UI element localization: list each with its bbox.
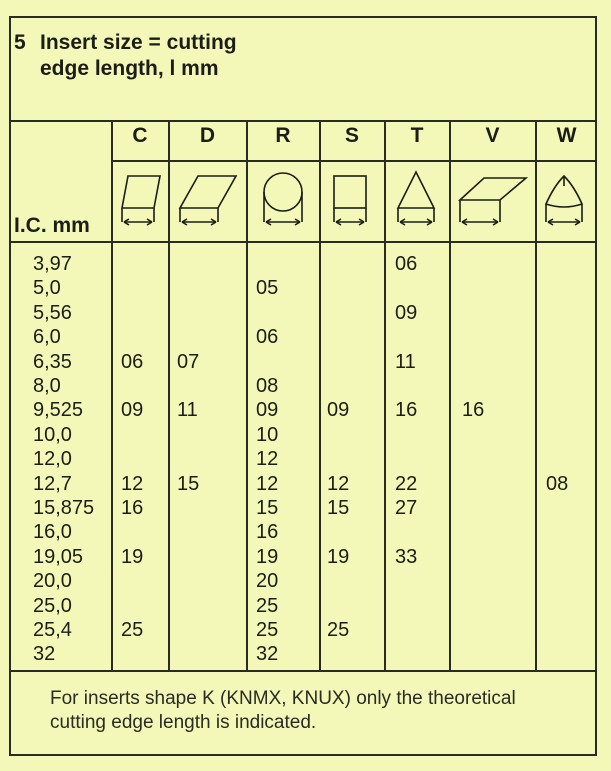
ic-value: 25,0 — [33, 594, 72, 617]
cell-r: 12 — [256, 448, 279, 471]
cell-r: 15 — [256, 497, 279, 519]
table-row — [0, 472, 611, 496]
cell-t: 09 — [395, 301, 418, 324]
column-header-v: V — [485, 124, 500, 147]
table-row — [0, 398, 611, 422]
cell-c: 19 — [121, 545, 144, 568]
table-row — [0, 496, 611, 520]
cell-c: 09 — [121, 399, 144, 422]
cell-t: 33 — [395, 545, 418, 568]
column-header-s: S — [344, 124, 359, 147]
triangular-insert-icon — [390, 164, 446, 236]
table-row — [0, 350, 611, 374]
cell-s: 15 — [327, 497, 350, 519]
cell-r: 06 — [256, 326, 279, 349]
cell-c: 16 — [121, 497, 144, 519]
cell-c: 12 — [121, 472, 144, 495]
cell-t: 06 — [395, 253, 418, 275]
ic-value: 12,7 — [33, 472, 72, 495]
title-line-1: Insert size = cutting — [40, 31, 237, 54]
cell-d: 11 — [177, 399, 198, 422]
rhombic-35-insert-icon — [454, 164, 532, 236]
ic-value: 6,35 — [33, 350, 72, 373]
title-line-2: edge length, l mm — [40, 57, 219, 80]
ic-value: 19,05 — [33, 545, 84, 568]
table-title — [14, 30, 237, 82]
header-bottom-divider — [10, 241, 597, 243]
ic-value: 10,0 — [33, 423, 72, 446]
cell-r: 32 — [256, 643, 279, 666]
cell-r: 25 — [256, 619, 279, 641]
cell-r: 08 — [256, 375, 279, 397]
cell-s: 19 — [327, 545, 350, 568]
cell-d: 07 — [177, 350, 200, 373]
cell-d: 15 — [177, 472, 200, 495]
cell-c: 06 — [121, 350, 144, 373]
table-row — [0, 642, 611, 666]
footnote: For inserts shape K (KNMX, KNUX) only the theoretical cutting edge length is indicated. — [50, 688, 516, 733]
ic-value: 25,4 — [33, 619, 72, 641]
cell-t: 11 — [395, 350, 416, 373]
column-header-t: T — [410, 124, 424, 147]
cell-r: 10 — [256, 423, 279, 446]
rhombic-55-insert-icon — [172, 164, 242, 236]
table-row — [0, 520, 611, 544]
cell-v: 16 — [462, 399, 485, 422]
cell-r: 19 — [256, 545, 279, 568]
ic-value: 5,56 — [33, 301, 72, 324]
ic-value: 9,525 — [33, 399, 84, 422]
ic-value: 6,0 — [33, 326, 61, 349]
cell-s: 25 — [327, 619, 350, 641]
ic-value: 5,0 — [33, 277, 61, 300]
section-number: 5 — [14, 31, 26, 54]
round-insert-icon — [252, 164, 314, 236]
cell-t: 27 — [395, 497, 418, 519]
rhombic-80-insert-icon — [114, 164, 166, 236]
table-row — [0, 545, 611, 569]
ic-value: 20,0 — [33, 570, 72, 593]
table-row — [0, 594, 611, 618]
table-row — [0, 276, 611, 300]
ic-value: 15,875 — [33, 497, 95, 519]
table-row — [0, 569, 611, 593]
table-row — [0, 325, 611, 349]
column-header-d: D — [199, 124, 216, 147]
ic-value: 32 — [33, 643, 56, 666]
cell-c: 25 — [121, 619, 144, 641]
cell-s: 09 — [327, 399, 350, 422]
column-header-c: C — [132, 124, 148, 147]
table-row — [0, 252, 611, 276]
table-row — [0, 618, 611, 642]
cell-t: 22 — [395, 472, 418, 495]
title-divider — [10, 120, 597, 122]
cell-s: 12 — [327, 472, 350, 495]
trigon-insert-icon — [538, 164, 594, 236]
ic-value: 12,0 — [33, 448, 72, 471]
cell-r: 09 — [256, 399, 279, 422]
cell-r: 25 — [256, 594, 279, 617]
cell-r: 05 — [256, 277, 279, 300]
ic-value: 3,97 — [33, 253, 72, 275]
header-letter-divider — [112, 160, 597, 162]
column-header-r: R — [275, 124, 291, 147]
cell-r: 16 — [256, 521, 279, 544]
cell-t: 16 — [395, 399, 418, 422]
cell-r: 12 — [256, 472, 279, 495]
cell-r: 20 — [256, 570, 279, 593]
column-header-w: W — [556, 124, 577, 147]
table-row — [0, 423, 611, 447]
ic-value: 16,0 — [33, 521, 72, 544]
table-row — [0, 447, 611, 471]
table-row — [0, 374, 611, 398]
square-insert-icon — [324, 164, 380, 236]
table-row — [0, 301, 611, 325]
footer-divider — [10, 670, 597, 672]
ic-column-header: I.C. mm — [14, 214, 90, 237]
cell-w: 08 — [546, 472, 569, 495]
ic-value: 8,0 — [33, 375, 61, 397]
